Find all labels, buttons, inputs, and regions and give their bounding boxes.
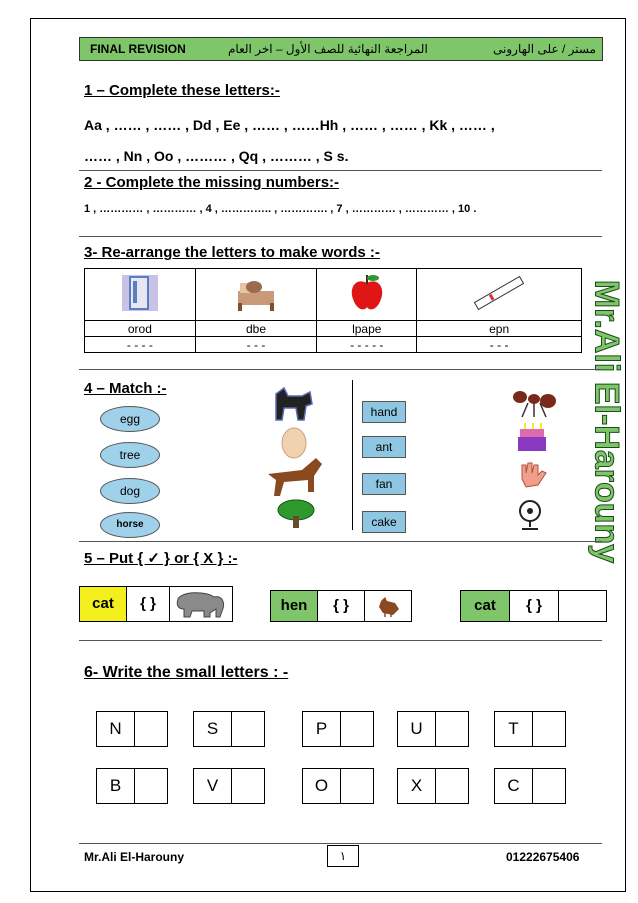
- scrambled-word: orod: [85, 321, 196, 337]
- footer-divider: [79, 843, 602, 844]
- capital-letter: B: [97, 769, 135, 803]
- letter-box-T[interactable]: [494, 711, 566, 747]
- answer-blanks[interactable]: - - - -: [85, 337, 196, 353]
- letter-box-B[interactable]: [96, 768, 168, 804]
- hen-icon: [375, 595, 401, 617]
- tree-icon: [278, 500, 314, 528]
- picture-cell: [85, 269, 196, 321]
- letter-box-U[interactable]: [397, 711, 469, 747]
- match-word-fan[interactable]: fan: [362, 473, 406, 495]
- divider: [79, 236, 602, 237]
- q4-title: 4 – Match :-: [84, 380, 167, 397]
- capital-letter: C: [495, 769, 533, 803]
- check-word: cat: [461, 591, 510, 621]
- header-title: FINAL REVISION: [90, 42, 186, 56]
- bed-icon: [234, 273, 278, 313]
- horse-icon: [268, 458, 322, 496]
- check-answer-box[interactable]: { }: [510, 591, 559, 621]
- picture-cell: [317, 269, 417, 321]
- letter-box-P[interactable]: [302, 711, 374, 747]
- match-word-dog[interactable]: dog: [100, 478, 160, 504]
- q2-title: 2 - Complete the missing numbers:-: [84, 174, 340, 191]
- egg-icon: [282, 428, 306, 458]
- header-bar: [79, 37, 603, 61]
- q5-title: 5 – Put { ✓ } or { X } :-: [84, 550, 238, 567]
- match-pictures-right: [508, 383, 558, 533]
- letter-box-V[interactable]: [193, 768, 265, 804]
- rearrange-table: [84, 268, 582, 353]
- check-word: hen: [271, 591, 318, 621]
- scrambled-word: dbe: [195, 321, 317, 337]
- page-number: ١: [327, 845, 359, 867]
- footer-author: Mr.Ali El-Harouny: [84, 850, 185, 864]
- divider: [79, 170, 602, 171]
- hand-icon: [522, 463, 546, 487]
- elephant-icon: [172, 589, 228, 619]
- q1-line-1: Aa , …… , …… , Dd , Ee , …… , ……Hh , …… , …… , Kk , …… ,: [84, 117, 495, 133]
- check-answer-box[interactable]: { }: [127, 587, 170, 621]
- capital-letter: T: [495, 712, 533, 746]
- capital-letter: O: [303, 769, 341, 803]
- apple-icon: [349, 273, 385, 313]
- capital-letter: U: [398, 712, 436, 746]
- match-word-hand[interactable]: hand: [362, 401, 406, 423]
- match-word-tree[interactable]: tree: [100, 442, 160, 468]
- capital-letter: P: [303, 712, 341, 746]
- match-word-cake[interactable]: cake: [362, 511, 406, 533]
- letter-box-C[interactable]: [494, 768, 566, 804]
- dog-icon: [276, 388, 312, 420]
- q1-title: 1 – Complete these letters:-: [84, 82, 280, 99]
- answer-blanks[interactable]: - - - - -: [317, 337, 417, 353]
- capital-letter: X: [398, 769, 436, 803]
- scrambled-word: lpape: [317, 321, 417, 337]
- match-word-horse[interactable]: horse: [100, 512, 160, 538]
- header-teacher-name: مستر / على الهارونى: [493, 42, 596, 56]
- side-watermark-text: Mr.Ali El-Harouny: [587, 279, 626, 564]
- letter-box-X[interactable]: [397, 768, 469, 804]
- divider: [79, 541, 602, 542]
- letter-box-N[interactable]: [96, 711, 168, 747]
- q1-line-2: …… , Nn , Oo , ……… , Qq , ……… , S s.: [84, 148, 349, 164]
- answer-blanks[interactable]: - - -: [195, 337, 317, 353]
- header-arabic-title: المراجعة النهائية للصف الأول – اخر العام: [228, 42, 428, 56]
- ant-icon: [513, 391, 556, 417]
- answer-blanks[interactable]: - - -: [417, 337, 582, 353]
- match-pictures-left: [262, 384, 334, 534]
- check-item-2: [270, 590, 412, 622]
- q2-line: 1 , ………… , ………… , 4 , ………….. , …………. , 7 , ………… , ………… , 10 .: [84, 203, 477, 215]
- check-item-3: [460, 590, 607, 622]
- match-word-egg[interactable]: egg: [100, 406, 160, 432]
- check-item-1: [79, 586, 233, 622]
- footer-phone: 01222675406: [506, 850, 580, 864]
- picture-cell: [195, 269, 317, 321]
- q6-title: 6- Write the small letters : -: [84, 664, 289, 681]
- side-watermark: [583, 258, 629, 584]
- door-icon: [120, 273, 160, 313]
- capital-letter: S: [194, 712, 232, 746]
- cake-icon: [518, 423, 546, 451]
- fan-icon: [520, 501, 540, 529]
- check-word: cat: [80, 587, 127, 621]
- picture-cell: [417, 269, 582, 321]
- capital-letter: V: [194, 769, 232, 803]
- match-word-ant[interactable]: ant: [362, 436, 406, 458]
- letter-box-S[interactable]: [193, 711, 265, 747]
- q3-title: 3- Re-arrange the letters to make words :-: [84, 244, 380, 261]
- scrambled-word: epn: [417, 321, 582, 337]
- divider: [79, 369, 602, 370]
- match-divider: [352, 380, 353, 530]
- check-answer-box[interactable]: { }: [318, 591, 365, 621]
- divider: [79, 640, 602, 641]
- capital-letter: N: [97, 712, 135, 746]
- letter-box-O[interactable]: [302, 768, 374, 804]
- pen-icon: [469, 273, 529, 313]
